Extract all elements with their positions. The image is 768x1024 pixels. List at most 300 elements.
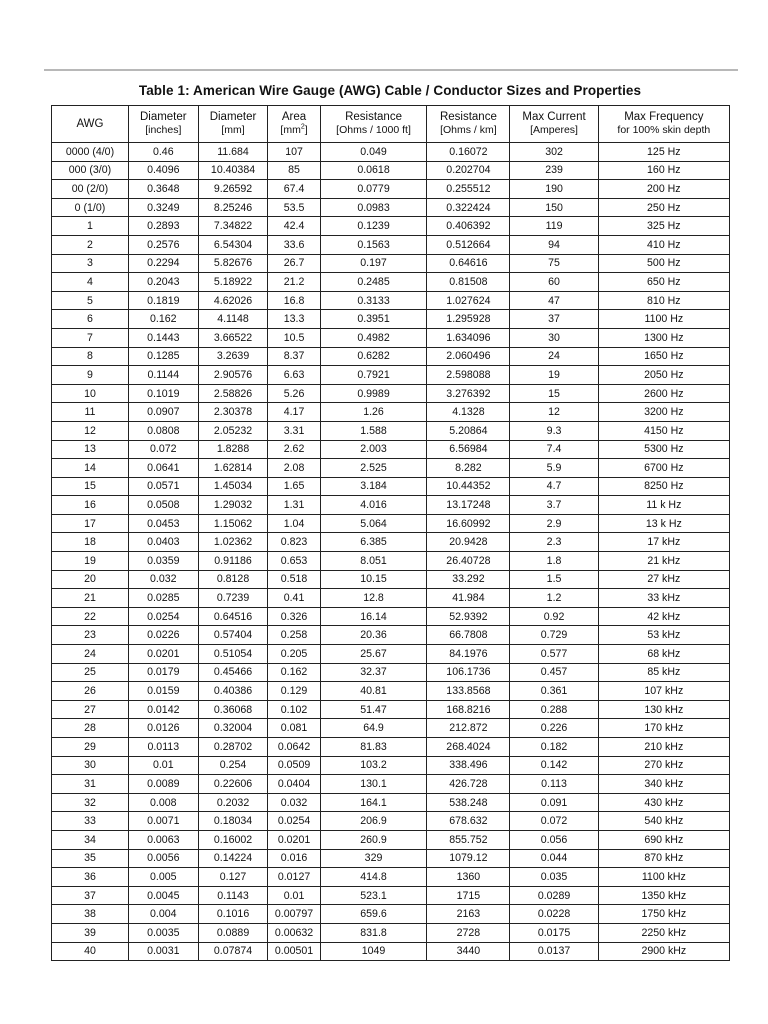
table-row [52,830,730,849]
header-unit-part: ] [304,124,308,136]
resistance-ft-cell: 523.1 [320,886,427,905]
diameter-inches-cell: 0.0179 [128,663,198,682]
diameter-inches-cell: 0.004 [128,905,198,924]
header-unit: [Ohms / 1000 ft] [336,124,411,136]
diameter-mm-cell: 9.26592 [198,180,268,199]
area-cell: 0.0127 [268,868,320,887]
diameter-mm-cell: 0.127 [198,868,268,887]
resistance-km-cell: 1.634096 [427,328,510,347]
area-cell: 16.8 [268,291,320,310]
diameter-inches-cell: 0.0254 [128,607,198,626]
diameter-inches-cell: 0.1285 [128,347,198,366]
header-unit: [Amperes] [530,124,578,136]
table-row [52,793,730,812]
resistance-ft-cell: 40.81 [320,682,427,701]
awg-cell: 33 [52,812,129,831]
diameter-inches-cell: 0.0453 [128,514,198,533]
area-cell: 0.205 [268,645,320,664]
diameter-mm-cell: 5.82676 [198,254,268,273]
awg-cell: 6 [52,310,129,329]
table-row [52,738,730,757]
diameter-mm-cell: 0.40386 [198,682,268,701]
table-row [52,645,730,664]
table-row [52,403,730,422]
resistance-ft-cell: 2.525 [320,459,427,478]
max-current-cell: 9.3 [510,421,598,440]
awg-cell: 11 [52,403,129,422]
resistance-ft-cell: 329 [320,849,427,868]
table-row [52,700,730,719]
diameter-inches-cell: 0.0907 [128,403,198,422]
max-frequency-cell: 340 kHz [598,775,729,794]
table-row [52,217,730,236]
header-label: Diameter [209,111,257,123]
resistance-ft-cell: 81.83 [320,738,427,757]
awg-cell: 21 [52,589,129,608]
header-unit [268,124,319,137]
header-label: Max Frequency [624,111,704,123]
table-row [52,905,730,924]
table-row [52,812,730,831]
resistance-ft-cell: 0.7921 [320,366,427,385]
resistance-km-cell: 4.1328 [427,403,510,422]
area-cell: 0.653 [268,552,320,571]
awg-cell: 3 [52,254,129,273]
resistance-km-cell: 426.728 [427,775,510,794]
max-current-cell: 47 [510,291,598,310]
awg-cell: 22 [52,607,129,626]
area-cell: 0.01 [268,886,320,905]
diameter-inches-cell: 0.162 [128,310,198,329]
resistance-km-cell: 8.282 [427,459,510,478]
resistance-km-cell: 1715 [427,886,510,905]
table-row [52,273,730,292]
resistance-km-cell: 2728 [427,923,510,942]
diameter-mm-cell: 0.36068 [198,700,268,719]
table-row [52,607,730,626]
resistance-km-cell: 10.44352 [427,477,510,496]
header-unit: [inches] [145,124,182,136]
resistance-ft-cell: 130.1 [320,775,427,794]
header-resistance-ft [320,106,427,143]
diameter-inches-cell: 0.0285 [128,589,198,608]
resistance-km-cell: 5.20864 [427,421,510,440]
table-row [52,310,730,329]
diameter-inches-cell: 0.0089 [128,775,198,794]
awg-cell: 23 [52,626,129,645]
header-label: Resistance [345,111,402,123]
resistance-km-cell: 0.512664 [427,235,510,254]
awg-cell: 2 [52,235,129,254]
max-frequency-cell: 33 kHz [598,589,729,608]
table-row [52,180,730,199]
max-frequency-cell: 540 kHz [598,812,729,831]
awg-cell: 1 [52,217,129,236]
resistance-ft-cell: 0.3951 [320,310,427,329]
max-current-cell: 1.2 [510,589,598,608]
awg-cell: 5 [52,291,129,310]
resistance-ft-cell: 4.016 [320,496,427,515]
diameter-mm-cell: 11.684 [198,143,268,162]
awg-cell: 13 [52,440,129,459]
table-row [52,552,730,571]
diameter-inches-cell: 0.0063 [128,830,198,849]
diameter-mm-cell: 6.54304 [198,235,268,254]
resistance-km-cell: 0.406392 [427,217,510,236]
resistance-km-cell: 168.8216 [427,700,510,719]
table-row [52,235,730,254]
header-label: Diameter [139,111,187,123]
resistance-km-cell: 1.295928 [427,310,510,329]
resistance-km-cell: 0.64616 [427,254,510,273]
diameter-inches-cell: 0.032 [128,570,198,589]
table-row [52,663,730,682]
max-current-cell: 119 [510,217,598,236]
awg-cell: 35 [52,849,129,868]
table-row [52,626,730,645]
max-current-cell: 2.3 [510,533,598,552]
resistance-km-cell: 6.56984 [427,440,510,459]
diameter-mm-cell: 7.34822 [198,217,268,236]
diameter-mm-cell: 0.2032 [198,793,268,812]
area-cell: 1.04 [268,514,320,533]
max-frequency-cell: 500 Hz [598,254,729,273]
max-current-cell: 0.091 [510,793,598,812]
diameter-inches-cell: 0.0808 [128,421,198,440]
resistance-km-cell: 0.81508 [427,273,510,292]
area-cell: 0.823 [268,533,320,552]
resistance-ft-cell: 0.1239 [320,217,427,236]
max-frequency-cell: 21 kHz [598,552,729,571]
diameter-mm-cell: 0.14224 [198,849,268,868]
max-frequency-cell: 160 Hz [598,161,729,180]
diameter-inches-cell: 0.2893 [128,217,198,236]
resistance-ft-cell: 64.9 [320,719,427,738]
max-current-cell: 94 [510,235,598,254]
max-frequency-cell: 85 kHz [598,663,729,682]
max-current-cell: 30 [510,328,598,347]
header-awg: AWG [52,106,129,143]
area-cell: 0.162 [268,663,320,682]
diameter-inches-cell: 0.0045 [128,886,198,905]
max-frequency-cell: 270 kHz [598,756,729,775]
diameter-inches-cell: 0.0113 [128,738,198,757]
resistance-km-cell: 538.248 [427,793,510,812]
resistance-ft-cell: 414.8 [320,868,427,887]
max-current-cell: 0.035 [510,868,598,887]
awg-cell: 10 [52,384,129,403]
diameter-inches-cell: 0.0071 [128,812,198,831]
max-frequency-cell: 1100 Hz [598,310,729,329]
diameter-mm-cell: 0.1143 [198,886,268,905]
resistance-km-cell: 26.40728 [427,552,510,571]
diameter-inches-cell: 0.0571 [128,477,198,496]
max-frequency-cell: 210 kHz [598,738,729,757]
max-current-cell: 0.0289 [510,886,598,905]
area-cell: 0.0254 [268,812,320,831]
table-row [52,366,730,385]
max-current-cell: 0.056 [510,830,598,849]
max-current-cell: 0.361 [510,682,598,701]
max-frequency-cell: 42 kHz [598,607,729,626]
resistance-ft-cell: 0.0618 [320,161,427,180]
area-cell: 0.102 [268,700,320,719]
max-current-cell: 302 [510,143,598,162]
table-row [52,849,730,868]
resistance-km-cell: 3.276392 [427,384,510,403]
max-current-cell: 0.92 [510,607,598,626]
diameter-mm-cell: 8.25246 [198,198,268,217]
area-cell: 85 [268,161,320,180]
resistance-ft-cell: 5.064 [320,514,427,533]
max-frequency-cell: 1650 Hz [598,347,729,366]
awg-table [51,105,730,961]
max-frequency-cell: 53 kHz [598,626,729,645]
max-current-cell: 0.044 [510,849,598,868]
diameter-mm-cell: 0.1016 [198,905,268,924]
resistance-km-cell: 2.598088 [427,366,510,385]
awg-cell: 9 [52,366,129,385]
max-current-cell: 19 [510,366,598,385]
area-cell: 5.26 [268,384,320,403]
resistance-ft-cell: 25.67 [320,645,427,664]
awg-cell: 17 [52,514,129,533]
resistance-ft-cell: 32.37 [320,663,427,682]
diameter-mm-cell: 2.05232 [198,421,268,440]
area-cell: 0.326 [268,607,320,626]
resistance-ft-cell: 0.0983 [320,198,427,217]
resistance-km-cell: 678.632 [427,812,510,831]
area-cell: 53.5 [268,198,320,217]
diameter-inches-cell: 0.3249 [128,198,198,217]
max-frequency-cell: 250 Hz [598,198,729,217]
resistance-km-cell: 33.292 [427,570,510,589]
area-cell: 67.4 [268,180,320,199]
max-current-cell: 37 [510,310,598,329]
max-current-cell: 24 [510,347,598,366]
max-frequency-cell: 650 Hz [598,273,729,292]
resistance-ft-cell: 103.2 [320,756,427,775]
max-current-cell: 0.182 [510,738,598,757]
resistance-km-cell: 13.17248 [427,496,510,515]
max-current-cell: 3.7 [510,496,598,515]
diameter-inches-cell: 0.072 [128,440,198,459]
resistance-ft-cell: 1.26 [320,403,427,422]
area-cell: 0.0642 [268,738,320,757]
diameter-inches-cell: 0.0159 [128,682,198,701]
area-cell: 1.31 [268,496,320,515]
awg-cell: 8 [52,347,129,366]
table-row [52,514,730,533]
area-cell: 0.00797 [268,905,320,924]
table-row [52,533,730,552]
diameter-inches-cell: 0.46 [128,143,198,162]
diameter-inches-cell: 0.1819 [128,291,198,310]
awg-cell: 37 [52,886,129,905]
diameter-mm-cell: 0.254 [198,756,268,775]
max-frequency-cell: 130 kHz [598,700,729,719]
diameter-mm-cell: 0.07874 [198,942,268,961]
max-current-cell: 15 [510,384,598,403]
diameter-mm-cell: 0.57404 [198,626,268,645]
resistance-ft-cell: 51.47 [320,700,427,719]
awg-cell: 39 [52,923,129,942]
awg-cell: 27 [52,700,129,719]
resistance-ft-cell: 8.051 [320,552,427,571]
diameter-inches-cell: 0.3648 [128,180,198,199]
area-cell: 0.41 [268,589,320,608]
diameter-inches-cell: 0.2576 [128,235,198,254]
awg-cell: 20 [52,570,129,589]
table-row [52,161,730,180]
area-cell: 33.6 [268,235,320,254]
diameter-inches-cell: 0.0508 [128,496,198,515]
diameter-inches-cell: 0.0126 [128,719,198,738]
resistance-km-cell: 0.255512 [427,180,510,199]
max-frequency-cell: 3200 Hz [598,403,729,422]
max-current-cell: 1.8 [510,552,598,571]
diameter-mm-cell: 0.51054 [198,645,268,664]
resistance-ft-cell: 2.003 [320,440,427,459]
resistance-km-cell: 0.16072 [427,143,510,162]
awg-cell: 000 (3/0) [52,161,129,180]
max-current-cell: 0.0175 [510,923,598,942]
max-frequency-cell: 325 Hz [598,217,729,236]
max-frequency-cell: 27 kHz [598,570,729,589]
max-frequency-cell: 690 kHz [598,830,729,849]
diameter-mm-cell: 0.64516 [198,607,268,626]
max-current-cell: 4.7 [510,477,598,496]
diameter-mm-cell: 1.29032 [198,496,268,515]
diameter-mm-cell: 1.45034 [198,477,268,496]
table-row [52,328,730,347]
diameter-mm-cell: 0.18034 [198,812,268,831]
resistance-km-cell: 41.984 [427,589,510,608]
resistance-km-cell: 106.1736 [427,663,510,682]
resistance-km-cell: 338.496 [427,756,510,775]
max-frequency-cell: 8250 Hz [598,477,729,496]
resistance-ft-cell: 0.6282 [320,347,427,366]
awg-cell: 4 [52,273,129,292]
resistance-km-cell: 2.060496 [427,347,510,366]
table-body [52,143,730,961]
resistance-km-cell: 3440 [427,942,510,961]
table-row [52,923,730,942]
max-current-cell: 0.0228 [510,905,598,924]
table-row [52,143,730,162]
max-current-cell: 239 [510,161,598,180]
diameter-mm-cell: 3.66522 [198,328,268,347]
resistance-km-cell: 1.027624 [427,291,510,310]
max-current-cell: 0.577 [510,645,598,664]
diameter-inches-cell: 0.0142 [128,700,198,719]
awg-cell: 25 [52,663,129,682]
resistance-ft-cell: 12.8 [320,589,427,608]
resistance-ft-cell: 260.9 [320,830,427,849]
table-row [52,719,730,738]
area-cell: 0.0201 [268,830,320,849]
header-max-frequency [598,106,729,143]
diameter-inches-cell: 0.0359 [128,552,198,571]
diameter-mm-cell: 1.15062 [198,514,268,533]
header-resistance-km [427,106,510,143]
header-label: Area [281,111,307,123]
resistance-km-cell: 16.60992 [427,514,510,533]
max-frequency-cell: 2250 kHz [598,923,729,942]
diameter-inches-cell: 0.1144 [128,366,198,385]
awg-cell: 34 [52,830,129,849]
area-cell: 0.0509 [268,756,320,775]
diameter-inches-cell: 0.1443 [128,328,198,347]
max-frequency-cell: 2050 Hz [598,366,729,385]
resistance-ft-cell: 0.197 [320,254,427,273]
table-row [52,291,730,310]
header-unit-exponent: 2 [300,123,305,131]
awg-cell: 32 [52,793,129,812]
awg-cell: 30 [52,756,129,775]
header-diameter-mm [198,106,268,143]
resistance-ft-cell: 1049 [320,942,427,961]
header-unit-part: [mm [280,124,301,136]
max-current-cell: 0.729 [510,626,598,645]
max-current-cell: 0.457 [510,663,598,682]
max-frequency-cell: 870 kHz [598,849,729,868]
resistance-km-cell: 0.322424 [427,198,510,217]
diameter-mm-cell: 4.62026 [198,291,268,310]
area-cell: 6.63 [268,366,320,385]
resistance-ft-cell: 10.15 [320,570,427,589]
area-cell: 10.5 [268,328,320,347]
awg-cell: 12 [52,421,129,440]
table-row [52,198,730,217]
resistance-km-cell: 133.8568 [427,682,510,701]
table-row [52,775,730,794]
area-cell: 0.032 [268,793,320,812]
resistance-km-cell: 212.872 [427,719,510,738]
diameter-inches-cell: 0.0226 [128,626,198,645]
diameter-inches-cell: 0.2043 [128,273,198,292]
diameter-inches-cell: 0.0056 [128,849,198,868]
header-diameter-inches [128,106,198,143]
awg-cell: 38 [52,905,129,924]
awg-cell: 19 [52,552,129,571]
awg-cell: 7 [52,328,129,347]
max-frequency-cell: 2600 Hz [598,384,729,403]
table-row [52,682,730,701]
table-row [52,496,730,515]
max-current-cell: 7.4 [510,440,598,459]
max-current-cell: 12 [510,403,598,422]
resistance-ft-cell: 659.6 [320,905,427,924]
header-unit: [mm] [221,124,245,136]
max-frequency-cell: 125 Hz [598,143,729,162]
header-max-current [510,106,598,143]
resistance-km-cell: 1079.12 [427,849,510,868]
diameter-mm-cell: 10.40384 [198,161,268,180]
awg-cell: 40 [52,942,129,961]
max-frequency-cell: 5300 Hz [598,440,729,459]
awg-cell: 00 (2/0) [52,180,129,199]
area-cell: 8.37 [268,347,320,366]
resistance-km-cell: 52.9392 [427,607,510,626]
table-row [52,440,730,459]
max-current-cell: 0.142 [510,756,598,775]
header-label: Max Current [522,111,586,123]
awg-cell: 29 [52,738,129,757]
header-area [268,106,320,143]
diameter-mm-cell: 2.90576 [198,366,268,385]
diameter-mm-cell: 0.16002 [198,830,268,849]
